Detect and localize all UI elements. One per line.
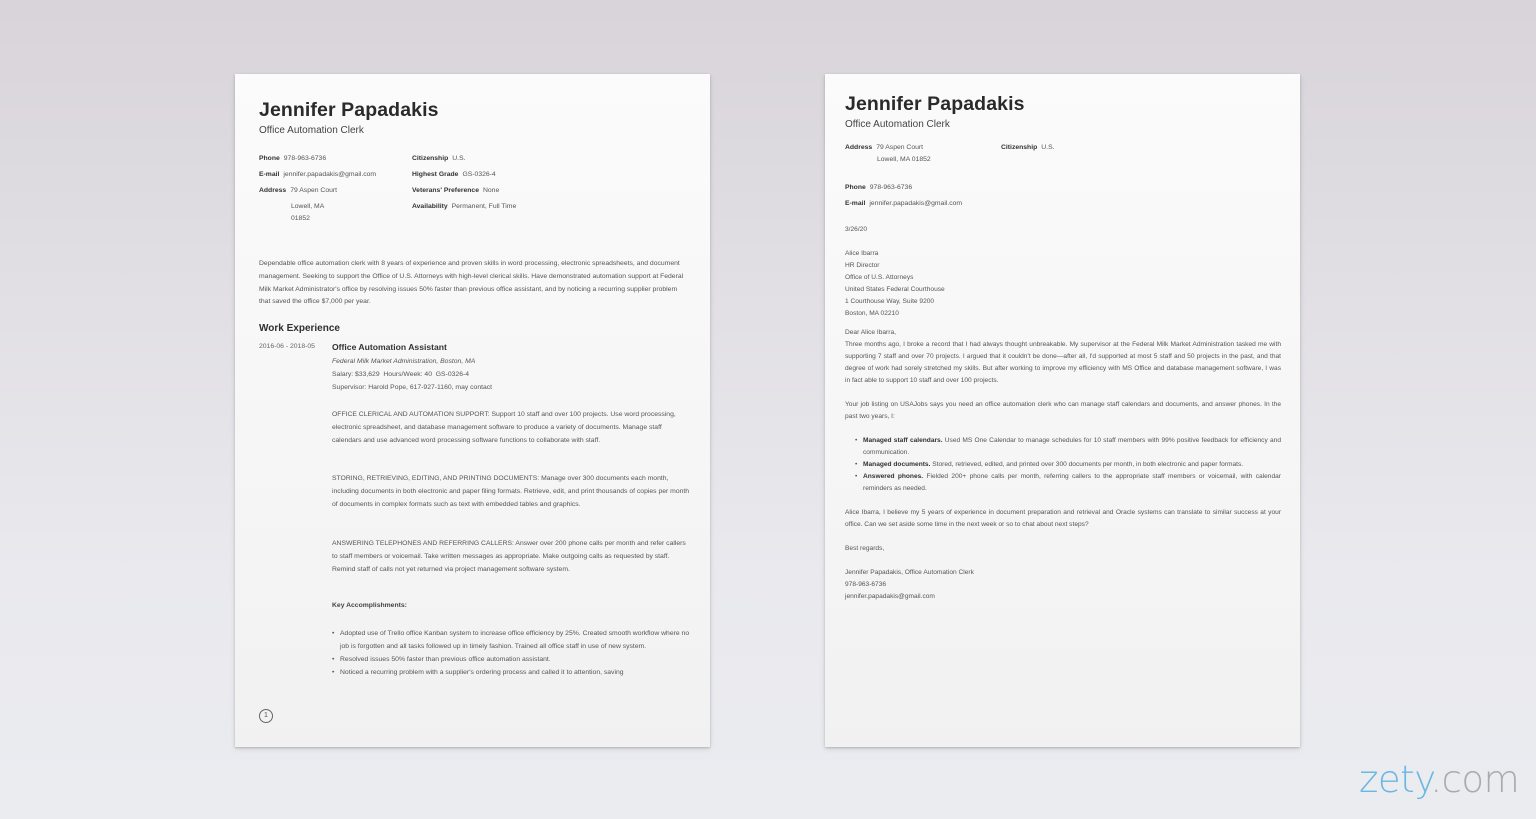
list-item (855, 471, 1281, 495)
bullet-heading: Managed staff calendars. (863, 437, 943, 444)
resume-summary: Dependable office automation clerk with 8 years of experience and proven skills in word processing, electronic spreadsheets, and document management. Seeking to support the Office of U.S. Attorneys with high-level clerical skills. Have demonstrated automation support at Federal Milk Market Administrator's office by resolving issues 50% faster than previous office assistant, and by noticing a recurring supplier problem that saved the office $7,000 per year. (259, 260, 684, 306)
achievements-list (845, 435, 1281, 495)
letter-paragraph: Three months ago, I broke a record that I had always thought unbreakable. My supervisor at the Federal Milk Market Administration tasked me with supporting 7 staff and over 70 projects. I argued that it couldn't be done—after all, I'd supported at most 5 staff and 50 projects in the past, and that degree of work had sorely stretched my skills. But after working to improve my efficiency with MS Office and database management software, I was in fact able to support 10 staff and over 100 projects. (845, 341, 1281, 384)
letter-email (845, 198, 962, 210)
letter-address (845, 142, 931, 166)
section-heading-work-experience: Work Experience (259, 323, 340, 334)
letter-name: Jennifer Papadakis (845, 93, 1025, 115)
list-item (855, 459, 1281, 471)
bullet-text: Fielded 200+ phone calls per month, referring callers to the appropriate staff members or voicemail, with calendar reminders as needed. (863, 473, 1282, 492)
cover-letter-page (825, 74, 1300, 747)
contact-address (259, 185, 376, 201)
address-line-2: Lowell, MA 01852 (877, 156, 931, 163)
address-continued (259, 201, 376, 225)
list-item: • Resolved issues 50% faster than previous office automation assistant. (332, 653, 692, 666)
contact-details-right (412, 153, 516, 217)
address-line-1: 79 Aspen Court (290, 187, 338, 194)
address-line-1: 79 Aspen Court (876, 144, 924, 151)
email-value: jennifer.papadakis@gmail.com (283, 171, 377, 178)
job-duty-paragraph: ANSWERING TELEPHONES AND REFERRING CALLERS: Answer over 200 phone calls per month and refer callers to staff members or voicemail. Take written messages as appropriate. Make outgoing calls as requested by staff. Remind staff of calls not yet returned via project management software system. (332, 540, 686, 573)
signature-line: Jennifer Papadakis, Office Automation Clerk (845, 569, 974, 576)
citizenship-value: U.S. (452, 155, 466, 162)
page-number-badge: 1 (259, 709, 273, 723)
letter-paragraph: Your job listing on USAJobs says you need an office automation clerk who can manage staff calendars and documents, and answer phones. In the past two years, I: (845, 401, 1281, 420)
letter-paragraph: Alice Ibarra, I believe my 5 years of experience in document preparation and retrieval and Oracle systems can translate to similar success at your office. Can we set aside some time in the next week or so to chat about next steps? (845, 509, 1281, 528)
contact-veterans (412, 185, 516, 201)
letter-citizenship (1001, 142, 1054, 154)
contact-availability (412, 201, 516, 217)
job-duty-paragraph: STORING, RETRIEVING, EDITING, AND PRINTING DOCUMENTS: Manage over 300 documents each month, including documents in both electronic and paper filing formats. Retrieve, edit, and print thousands of copies per month of documents in complex formats such as text with embedded tables and graphics. (332, 475, 690, 508)
logo-suffix: .com (1430, 758, 1520, 801)
phone-value: 978-963-6736 (869, 184, 913, 191)
citizenship-value: U.S. (1041, 144, 1055, 151)
address-label: Address (259, 187, 287, 194)
signature-line: jennifer.papadakis@gmail.com (845, 593, 935, 600)
key-accomplishments-heading: Key Accomplishments: (332, 602, 407, 609)
job-salary: Salary: $33,629 Hours/Week: 40 GS-0326-4 (332, 371, 470, 379)
resume-page (235, 74, 710, 747)
grade-label: Highest Grade (412, 171, 459, 178)
bullet-text: Used MS One Calendar to manage schedules for 10 staff members with 99% positive feedback for efficiency and communication. (863, 437, 1281, 456)
job-position-title: Office Automation Assistant (332, 342, 447, 352)
contact-email (259, 169, 376, 185)
list-item: • Noticed a recurring problem with a supplier's ordering process and called it to attention, saving (332, 666, 692, 679)
email-label: E-mail (259, 171, 280, 178)
job-supervisor: Supervisor: Harold Pope, 617-927-1160, may contact (332, 384, 493, 392)
job-meta (332, 355, 492, 395)
contact-citizenship (412, 153, 516, 169)
phone-label: Phone (845, 184, 866, 191)
closing: Best regards, (845, 545, 885, 552)
job-duty-paragraph: OFFICE CLERICAL AND AUTOMATION SUPPORT: Support 10 staff and over 100 projects. Use word processing, electronic spreadsheet, and database management software to produce a variety of documents. Manage staff calendars and use advanced word processing software functions to collaborate with staff. (332, 411, 676, 444)
list-item (855, 435, 1281, 459)
citizenship-label: Citizenship (412, 155, 449, 162)
contact-phone (259, 153, 376, 169)
recipient-line: United States Federal Courthouse (845, 286, 945, 293)
zety-logo (1359, 758, 1519, 801)
availability-value: Permanent, Full Time (451, 203, 517, 210)
citizenship-label: Citizenship (1001, 144, 1038, 151)
signature-line: 978-963-6736 (845, 581, 887, 588)
recipient-line: Office of U.S. Attorneys (845, 274, 914, 281)
email-label: E-mail (845, 200, 866, 207)
availability-label: Availability (412, 203, 448, 210)
address-line-3: 01852 (291, 215, 310, 222)
job-dates: 2016-06 - 2018-05 (259, 343, 315, 350)
address-label: Address (845, 144, 873, 151)
job-employer: Federal Milk Market Administration, Boston, MA (332, 358, 476, 365)
logo-main: zety (1359, 758, 1431, 801)
grade-value: GS-0326-4 (462, 171, 496, 178)
contact-details-left (259, 153, 376, 225)
resume-job-title: Office Automation Clerk (259, 125, 364, 136)
phone-label: Phone (259, 155, 280, 162)
recipient-line: Alice Ibarra (845, 250, 879, 257)
bullet-heading: Answered phones. (863, 473, 924, 480)
veterans-value: None (482, 187, 500, 194)
recipient-line: Boston, MA 02210 (845, 310, 899, 317)
address-line-2: Lowell, MA (291, 203, 325, 210)
bullet-text: Stored, retrieved, edited, and printed over 300 documents per month, in both electronic and paper formats. (930, 461, 1244, 468)
email-value: jennifer.papadakis@gmail.com (869, 200, 963, 207)
bullet-heading: Managed documents. (863, 461, 931, 468)
veterans-label: Veterans' Preference (412, 187, 479, 194)
contact-grade (412, 169, 516, 185)
letter-phone (845, 182, 912, 194)
recipient-line: 1 Courthouse Way, Suite 9200 (845, 298, 935, 305)
list-item: • Adopted use of Trello office Kanban system to increase office efficiency by 25%. Created smooth workflow where no job is forgotten and all tasks followed up in timely fashion. Trained all office staff in use of new system. (332, 627, 692, 653)
letter-body (845, 224, 1281, 603)
salutation: Dear Alice Ibarra, (845, 329, 896, 336)
letter-date: 3/26/20 (845, 226, 867, 233)
letter-job-title: Office Automation Clerk (845, 119, 950, 130)
resume-name: Jennifer Papadakis (259, 99, 439, 121)
phone-value: 978-963-6736 (283, 155, 327, 162)
recipient-line: HR Director (845, 262, 880, 269)
accomplishments-list (332, 627, 692, 679)
